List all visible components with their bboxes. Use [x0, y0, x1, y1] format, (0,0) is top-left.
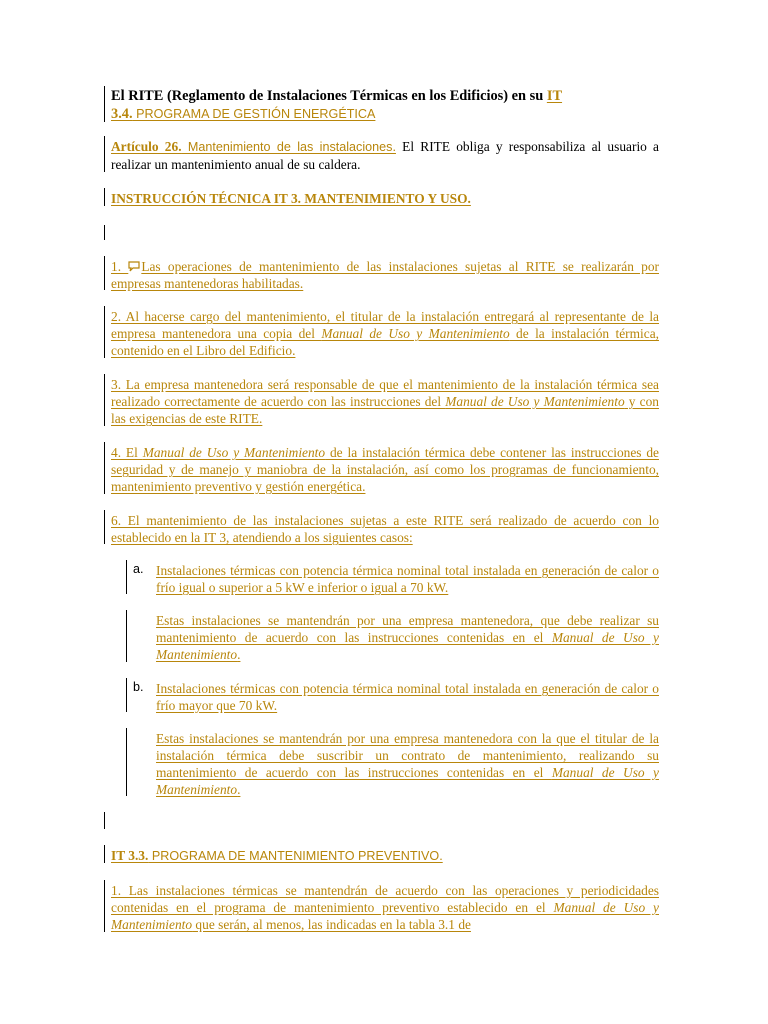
it33-title: PROGRAMA DE MANTENIMIENTO PREVENTIVO.: [148, 849, 443, 863]
manual-reference: Manual de Uso y Mantenimiento: [111, 900, 659, 932]
title-link-number[interactable]: 3.4.: [111, 106, 133, 122]
paragraph-1: [111, 258, 659, 292]
manual-reference: Manual de Uso y Mantenimiento: [156, 765, 659, 797]
list-item-a-text: Instalaciones térmicas con potencia térmica nominal total instalada en generación de calor o frío igual o superior a 5 kW e inferior o igual a 70 kW.: [156, 563, 659, 595]
list-item-b-detail-end: .: [237, 782, 241, 797]
instruccion-heading: [111, 190, 659, 207]
paragraph-1-text: Las operaciones de mantenimiento de las instalaciones sujetas al RITE se realizarán por empresas mantenedoras habilitadas.: [111, 259, 659, 291]
document-title: [111, 87, 659, 123]
list-item-b: [156, 680, 659, 714]
list-item-b-text: Instalaciones térmicas con potencia térmica nominal total instalada en generación de calor o frío mayor que 70 kW.: [156, 681, 659, 713]
change-bar: [104, 188, 105, 206]
manual-reference: Manual de Uso y Mantenimiento: [321, 326, 510, 341]
list-item-a-detail: [156, 612, 659, 663]
change-bar: [104, 256, 105, 290]
paragraph-1-number: 1.: [111, 259, 129, 274]
title-subtitle: PROGRAMA DE GESTIÓN ENERGÉTICA: [132, 107, 376, 121]
comment-icon[interactable]: [128, 261, 140, 272]
list-item-b-detail: [156, 730, 659, 798]
list-marker-b: b.: [133, 680, 144, 694]
change-bar: [126, 678, 127, 712]
change-bar: [126, 560, 127, 594]
title-link-it[interactable]: IT: [546, 88, 563, 104]
paragraph-3-text-end: y con las exigencias de este RITE.: [111, 394, 659, 426]
paragraph-2: [111, 308, 659, 359]
change-bar: [126, 610, 127, 662]
instruccion-subtitle: MANTENIMIENTO Y USO.: [301, 191, 471, 206]
articulo-label: Artículo 26.: [111, 139, 182, 154]
paragraph-6-text: 6. El mantenimiento de las instalaciones sujetas a este RITE será realizado de acuerdo con lo establecido en la IT 3, atendiendo a los siguientes casos:: [111, 513, 659, 545]
it33-label: IT 3.3.: [111, 848, 149, 863]
manual-reference: Manual de Uso y Mantenimiento: [156, 630, 659, 662]
paragraph-last-text-end: que serán, al menos, las indicadas en la tabla 3.1 de: [192, 917, 471, 932]
list-marker-a: a.: [133, 562, 144, 576]
change-bar: [104, 136, 105, 172]
list-item-a: [156, 562, 659, 596]
paragraph-4-text: 4. El: [111, 445, 143, 460]
list-item-b-detail-text: Estas instalaciones se mantendrán por una empresa mantenedora con la que el titular de la instalación térmica debe suscribir un contrato de mantenimiento, realizando su mantenimiento de acuerdo con las instrucciones contenidas en el: [156, 731, 659, 780]
paragraph-4: [111, 444, 659, 495]
articulo-text: El RITE obliga y responsabiliza al usuario a realizar un mantenimiento anual de su caldera.: [111, 139, 659, 172]
change-bar: [104, 306, 105, 358]
instruccion-title: INSTRUCCIÓN TÉCNICA IT 3.: [111, 191, 301, 206]
change-bar: [104, 442, 105, 494]
articulo-subject: Mantenimiento de las instalaciones.: [181, 140, 396, 154]
paragraph-2-text: 2. Al hacerse cargo del mantenimiento, el titular de la instalación entregará al representante de la empresa mantenedora una copia del: [111, 309, 659, 341]
manual-reference: Manual de Uso y Mantenimiento: [445, 394, 625, 409]
list-item-a-detail-text: Estas instalaciones se mantendrán por una empresa mantenedora, que debe realizar su mantenimiento de acuerdo con las instrucciones contenidas en el: [156, 613, 659, 645]
paragraph-6: [111, 512, 659, 546]
it33-heading: [111, 847, 659, 865]
change-bar: [104, 225, 105, 240]
title-text: El RITE (Reglamento de Instalaciones Térmicas en los Edificios) en su: [111, 88, 547, 104]
change-bar: [126, 728, 127, 796]
change-bar: [104, 880, 105, 932]
change-bar: [104, 86, 105, 122]
paragraph-last-text: 1. Las instalaciones térmicas se mantendrán de acuerdo con las operaciones y periodicidades contenidas en el programa de mantenimiento preventivo establecido en el: [111, 883, 659, 915]
articulo-paragraph: [111, 138, 659, 173]
list-item-a-detail-end: .: [237, 647, 241, 662]
change-bar: [104, 812, 105, 829]
change-bar: [104, 845, 105, 863]
paragraph-4-text-end: de la instalación térmica debe contener las instrucciones de seguridad y de manejo y maniobra de la instalación, así como los programas de funcionamiento, mantenimiento preventivo y gestión energética.: [111, 445, 659, 494]
paragraph-2-text-end: de la instalación térmica, contenido en el Libro del Edificio.: [111, 326, 659, 358]
paragraph-3-text: 3. La empresa mantenedora será responsable de que el mantenimiento de la instalación térmica sea realizado correctamente de acuerdo con las instrucciones del: [111, 377, 659, 409]
change-bar: [104, 374, 105, 426]
change-bar: [104, 510, 105, 544]
paragraph-last: [111, 882, 659, 933]
manual-reference: Manual de Uso y Mantenimiento: [142, 445, 326, 460]
paragraph-3: [111, 376, 659, 427]
